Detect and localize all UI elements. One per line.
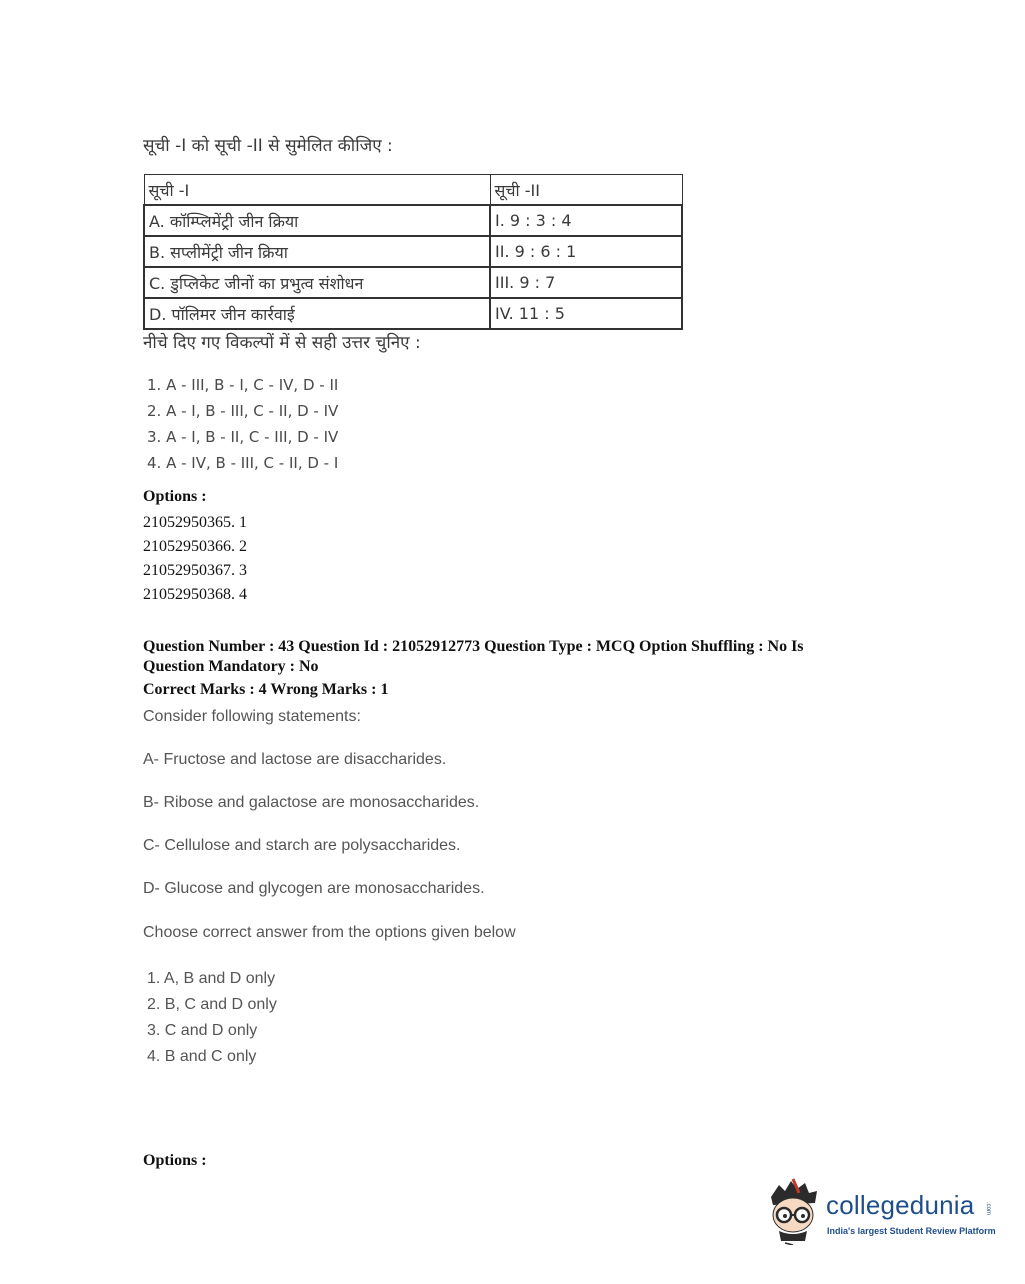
collegedunia-tagline: India's largest Student Review Platform [827,1226,996,1236]
options-list [143,511,247,607]
choose-instruction: नीचे दिए गए विकल्पों में से सही उत्तर चुनिए : [143,333,421,353]
table-header-list1: सूची -I [144,175,490,206]
list-item: 21052950366. 2 [143,538,247,555]
options-label: Options : [143,488,207,505]
statement-a: A- Fructose and lactose are disaccharides. [143,751,447,768]
list-item: 4. A - IV, B - III, C - II, D - I [147,454,339,472]
collegedunia-logo-suffix: .com [985,1202,991,1216]
question-meta [143,637,903,677]
table-cell: III. 9 : 7 [490,267,682,298]
match-table [143,174,683,330]
q42-choice-list [147,372,338,476]
list-item: 3. A - I, B - II, C - III, D - IV [147,428,339,446]
list-item: 21052950365. 1 [143,514,247,531]
table-cell: C. डुप्लिकेट जीनों का प्रभुत्व संशोधन [144,267,490,298]
table-row [144,236,682,267]
table-cell: II. 9 : 6 : 1 [490,236,682,267]
statement-b: B- Ribose and galactose are monosaccharides. [143,794,480,811]
table-row [144,267,682,298]
table-header-row [144,175,682,206]
list-item: 1. A - III, B - I, C - IV, D - II [147,376,339,394]
list-item: 21052950368. 4 [143,586,247,603]
table-cell: A. कॉम्प्लिमेंट्री जीन क्रिया [144,205,490,236]
match-instruction: सूची -I को सूची -II से सुमेलित कीजिए : [143,136,393,156]
table-cell: D. पॉलिमर जीन कार्रवाई [144,298,490,329]
q43-choice-list [147,966,277,1070]
list-item: 2. B, C and D only [147,996,277,1013]
table-cell: IV. 11 : 5 [490,298,682,329]
statement-intro: Consider following statements: [143,708,361,725]
collegedunia-logo-text: collegedunia [826,1190,975,1220]
question-meta-line: Question Mandatory : No [143,658,319,675]
list-item: 1. A, B and D only [147,970,276,987]
question-meta-line: Question Number : 43 Question Id : 21052912773 Question Type : MCQ Option Shuffling : No Is [143,638,804,655]
statement-c: C- Cellulose and starch are polysaccharides. [143,837,461,854]
table-header-list2: सूची -II [490,175,682,206]
list-item: 4. B and C only [147,1048,257,1065]
choose-answer-text: Choose correct answer from the options given below [143,924,516,941]
table-row [144,298,682,329]
list-item: 3. C and D only [147,1022,258,1039]
options-label: Options : [143,1152,207,1169]
table-row [144,205,682,236]
table-cell: I. 9 : 3 : 4 [490,205,682,236]
marks-line: Correct Marks : 4 Wrong Marks : 1 [143,681,389,698]
table-cell: B. सप्लीमेंट्री जीन क्रिया [144,236,490,267]
list-item: 2. A - I, B - III, C - II, D - IV [147,402,339,420]
statement-d: D- Glucose and glycogen are monosaccharides. [143,880,485,897]
list-item: 21052950367. 3 [143,562,247,579]
